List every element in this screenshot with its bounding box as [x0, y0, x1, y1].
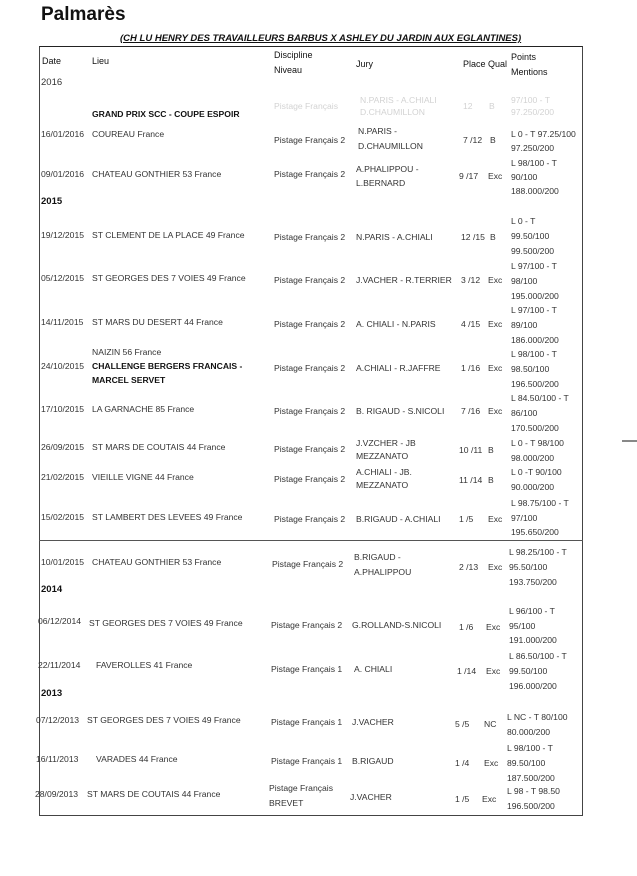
result-points: L 98.75/100 - T: [511, 498, 569, 508]
result-qual: Exc: [488, 363, 503, 373]
ghost-place: 12: [463, 101, 473, 111]
result-place: 1 /6: [459, 622, 474, 632]
result-jury: N.PARIS -: [358, 126, 397, 136]
result-lieu: FAVEROLLES 41 France: [96, 660, 193, 670]
result-qual: Exc: [488, 275, 503, 285]
result-points-3: 187.500/200: [507, 773, 555, 783]
result-jury: A.CHIALI - JB.: [356, 467, 412, 477]
result-points-3: 196.500/200: [511, 379, 559, 389]
year-2014: 2014: [41, 584, 63, 595]
result-jury: B.RIGAUD: [352, 756, 394, 766]
result-lieu: ST LAMBERT DES LEVEES 49 France: [92, 512, 243, 522]
result-points-2: 90/100: [511, 172, 538, 182]
header-date: Date: [42, 56, 62, 66]
result-place: 7 /12: [463, 135, 483, 145]
result-lieu: NAIZIN 56 France: [92, 347, 162, 357]
header-points: Points: [511, 52, 537, 62]
result-jury: B.RIGAUD -: [354, 552, 401, 562]
result-jury: B.RIGAUD - A.CHIALI: [356, 514, 441, 524]
result-discipline: Pistage Français 1: [271, 717, 343, 727]
result-place: 12 /15: [461, 232, 485, 242]
result-discipline: Pistage Français 1: [271, 756, 343, 766]
result-date: 16/11/2013: [36, 754, 79, 764]
result-points-2: 95/100: [509, 621, 536, 631]
result-lieu: ST GEORGES DES 7 VOIES 49 France: [87, 715, 241, 725]
result-qual: Exc: [488, 319, 503, 329]
result-lieu: ST MARS DE COUTAIS 44 France: [92, 442, 226, 452]
result-discipline: Pistage Français: [269, 783, 334, 793]
result-jury: A. CHIALI: [354, 664, 393, 674]
result-points-3: 195.650/200: [511, 527, 559, 537]
result-discipline: Pistage Français 1: [271, 664, 343, 674]
result-points: L 84.50/100 - T: [511, 393, 569, 403]
result-place: 11 /14: [459, 475, 483, 485]
result-lieu: VARADES 44 France: [96, 754, 178, 764]
header-jury: Jury: [356, 59, 374, 69]
result-qual: Exc: [488, 171, 503, 181]
result-jury: J.VACHER - R.TERRIER: [356, 275, 452, 285]
result-discipline: Pistage Français 2: [274, 135, 346, 145]
result-points: L 98/100 - T: [507, 743, 553, 753]
result-qual: Exc: [482, 794, 497, 804]
result-points-3: 193.750/200: [509, 577, 557, 587]
result-discipline: Pistage Français 2: [274, 444, 346, 454]
result-jury-2: MEZZANATO: [356, 451, 409, 461]
header-discipline: Discipline: [274, 50, 313, 60]
header-mentions: Mentions: [511, 67, 548, 77]
result-place: 5 /5: [455, 719, 470, 729]
result-qual: B: [490, 232, 496, 242]
result-jury: A.PHALIPPOU -: [356, 164, 419, 174]
result-points-2: 89.50/100: [507, 758, 546, 768]
result-date: 16/01/2016: [41, 129, 85, 139]
dog-pedigree-subtitle: (CH LU HENRY DES TRAVAILLEURS BARBUS X ASHLEY DU JARDIN AUX EGLANTINES): [120, 33, 522, 44]
result-qual: Exc: [488, 562, 503, 572]
result-points: L 0 - T: [511, 216, 536, 226]
result-jury: J.VACHER: [350, 792, 392, 802]
result-discipline: Pistage Français 2: [274, 169, 346, 179]
result-lieu-event: CHALLENGE BERGERS FRANCAIS -: [92, 361, 243, 371]
result-date: 15/02/2015: [41, 512, 85, 522]
result-points-2: 86/100: [511, 408, 538, 418]
result-jury: G.ROLLAND-S.NICOLI: [352, 620, 442, 630]
result-date: 06/12/2014: [38, 616, 82, 626]
result-points-2: 99.50/100: [509, 666, 548, 676]
result-qual: Exc: [488, 514, 503, 524]
result-place: 2 /13: [459, 562, 479, 572]
result-points: L 96/100 - T: [509, 606, 555, 616]
result-lieu-event-2: MARCEL SERVET: [92, 375, 166, 385]
result-points-2: 98.50/100: [511, 364, 550, 374]
year-2013: 2013: [41, 688, 63, 699]
result-date: 21/02/2015: [41, 472, 85, 482]
ghost-points-2: 97.250/200: [511, 107, 555, 117]
result-points-2: 98.000/200: [511, 453, 555, 463]
result-qual: Exc: [484, 758, 499, 768]
result-lieu: VIEILLE VIGNE 44 France: [92, 472, 194, 482]
result-points: L 86.50/100 - T: [509, 651, 567, 661]
result-date: 28/09/2013: [35, 789, 79, 799]
result-qual: Exc: [486, 622, 501, 632]
result-date: 14/11/2015: [41, 317, 84, 327]
result-points-2: 98/100: [511, 276, 538, 286]
ghost-points: 97/100 - T: [511, 95, 551, 105]
result-points-2: 95.50/100: [509, 562, 548, 572]
result-points-2: 196.500/200: [507, 801, 555, 811]
ghost-jury: N.PARIS - A.CHIALI: [360, 95, 437, 105]
result-points: L 0 - T 97.25/100: [511, 129, 576, 139]
result-points: L 98 - T 98.50: [507, 786, 560, 796]
result-lieu: CHATEAU GONTHIER 53 France: [92, 169, 222, 179]
result-jury-2: L.BERNARD: [356, 178, 406, 188]
result-jury: B. RIGAUD - S.NICOLI: [356, 406, 445, 416]
result-date: 09/01/2016: [41, 169, 85, 179]
result-points-3: 188.000/200: [511, 186, 559, 196]
result-discipline: Pistage Français 2: [274, 319, 346, 329]
result-points-3: 99.500/200: [511, 246, 555, 256]
result-points-2: 89/100: [511, 320, 538, 330]
result-lieu: ST GEORGES DES 7 VOIES 49 France: [92, 273, 246, 283]
ghost-jury-2: D.CHAUMILLON: [360, 107, 425, 117]
result-date: 22/11/2014: [38, 660, 81, 670]
result-place: 1 /5: [455, 794, 470, 804]
result-place: 3 /12: [461, 275, 481, 285]
result-points: L 97/100 - T: [511, 261, 557, 271]
result-discipline: Pistage Français 2: [274, 514, 346, 524]
result-discipline: Pistage Français 2: [274, 275, 346, 285]
result-points-2: 97/100: [511, 513, 538, 523]
result-discipline: Pistage Français 2: [271, 620, 343, 630]
result-date: 24/10/2015: [41, 361, 85, 371]
result-jury: N.PARIS - A.CHIALI: [356, 232, 433, 242]
result-points-3: 196.000/200: [509, 681, 557, 691]
result-points: L 98/100 - T: [511, 349, 557, 359]
result-date: 26/09/2015: [41, 442, 85, 452]
result-jury-2: A.PHALIPPOU: [354, 567, 412, 577]
result-date: 19/12/2015: [41, 230, 85, 240]
result-qual: B: [490, 135, 496, 145]
result-qual: Exc: [486, 666, 501, 676]
result-jury: J.VACHER: [352, 717, 394, 727]
result-points: L 0 -T 90/100: [511, 467, 562, 477]
result-place: 1 /16: [461, 363, 481, 373]
result-qual: B: [488, 445, 494, 455]
result-points: L 0 - T 98/100: [511, 438, 564, 448]
result-date: 07/12/2013: [36, 715, 80, 725]
result-date: 10/01/2015: [41, 557, 85, 567]
result-discipline: Pistage Français 2: [274, 474, 346, 484]
result-date: 17/10/2015: [41, 404, 85, 414]
header-place-qual: Place Qual: [463, 59, 508, 69]
result-jury: A. CHIALI - N.PARIS: [356, 319, 436, 329]
result-points-2: 90.000/200: [511, 482, 555, 492]
result-place: 1 /4: [455, 758, 470, 768]
result-discipline: Pistage Français 2: [274, 406, 346, 416]
result-place: 10 /11: [459, 445, 483, 455]
result-place: 7 /16: [461, 406, 481, 416]
result-place: 1 /14: [457, 666, 477, 676]
result-lieu: COUREAU France: [92, 129, 165, 139]
event-title-grand-prix: GRAND PRIX SCC - COUPE ESPOIR: [92, 109, 240, 119]
result-points-3: 170.500/200: [511, 423, 559, 433]
result-lieu: LA GARNACHE 85 France: [92, 404, 195, 414]
result-lieu: ST CLEMENT DE LA PLACE 49 France: [92, 230, 245, 240]
header-lieu: Lieu: [92, 56, 110, 66]
result-points: L NC - T 80/100: [507, 712, 568, 722]
result-lieu: ST GEORGES DES 7 VOIES 49 France: [89, 618, 243, 628]
result-qual: B: [488, 475, 494, 485]
result-points: L 98/100 - T: [511, 158, 557, 168]
result-lieu: ST MARS DE COUTAIS 44 France: [87, 789, 221, 799]
result-jury-2: MEZZANATO: [356, 480, 409, 490]
result-discipline: Pistage Français 2: [274, 232, 346, 242]
result-points-3: 191.000/200: [509, 635, 557, 645]
result-qual: NC: [484, 719, 497, 729]
year-2015: 2015: [41, 196, 63, 207]
results-table-frame: [39, 46, 583, 816]
ghost-discipline: Pistage Français: [274, 101, 339, 111]
paper-fold-line: [39, 540, 583, 541]
result-lieu: ST MARS DU DESERT 44 France: [92, 317, 223, 327]
ghost-qual: B: [489, 101, 495, 111]
result-points-2: 97.250/200: [511, 143, 555, 153]
result-date: 05/12/2015: [41, 273, 85, 283]
result-discipline: Pistage Français 2: [274, 363, 346, 373]
result-discipline: Pistage Français 2: [272, 559, 344, 569]
year-2016: 2016: [41, 77, 63, 88]
result-place: 4 /15: [461, 319, 481, 329]
result-jury-2: D.CHAUMILLON: [358, 141, 423, 151]
result-points: L 97/100 - T: [511, 305, 557, 315]
result-discipline-2: BREVET: [269, 798, 304, 808]
header-niveau: Niveau: [274, 65, 303, 75]
result-points-3: 186.000/200: [511, 335, 559, 345]
scan-edge-mark: [622, 440, 637, 442]
result-jury: A.CHIALI - R.JAFFRE: [356, 363, 441, 373]
result-points-2: 80.000/200: [507, 727, 551, 737]
result-points-2: 99.50/100: [511, 231, 550, 241]
result-lieu: CHATEAU GONTHIER 53 France: [92, 557, 222, 567]
result-points: L 98.25/100 - T: [509, 547, 567, 557]
page-title: Palmarès: [41, 4, 126, 25]
result-qual: Exc: [488, 406, 503, 416]
result-place: 1 /5: [459, 514, 474, 524]
result-jury: J.VZCHER - JB: [356, 438, 416, 448]
result-points-3: 195.000/200: [511, 291, 559, 301]
result-place: 9 /17: [459, 171, 479, 181]
